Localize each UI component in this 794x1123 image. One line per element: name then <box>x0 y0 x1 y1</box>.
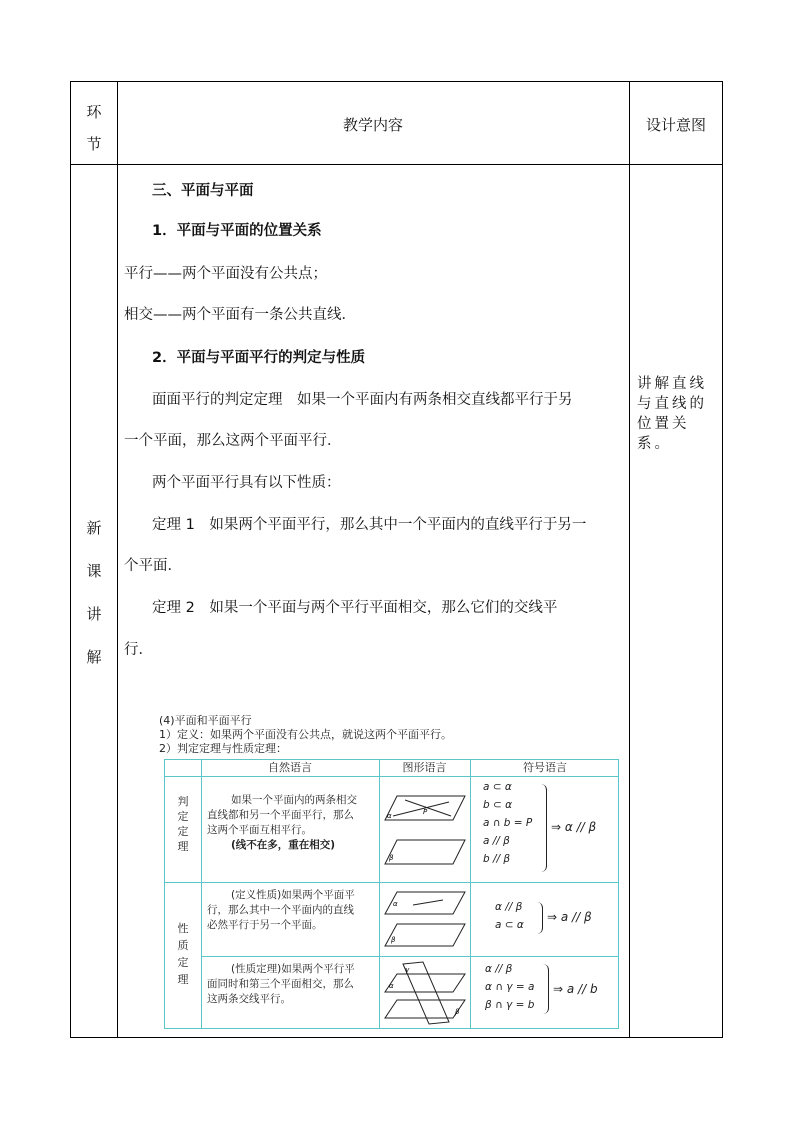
row-property-label: 性 质 定 理 <box>177 922 189 986</box>
row-property2-bracket <box>543 964 549 1014</box>
svg-text:α: α <box>387 812 392 820</box>
row-judge-text: 如果一个平面内的两条相交 直线都和另一个平面平行，那么 这两个平面互相平行。 (线不在多，重在相交) <box>207 794 357 851</box>
row-judge-bracket <box>541 784 547 872</box>
subheading-2: 2．平面与平面平行的判定与性质 <box>152 350 366 366</box>
row-property2-result: ⇒ a // b <box>553 982 598 996</box>
theorem-1a: 定理 1 如果两个平面平行，那么其中一个平面内的直线平行于另一 <box>152 517 587 533</box>
svg-text:P: P <box>423 808 428 816</box>
lesson-table <box>70 81 723 1038</box>
row-judge-result: ⇒ α // β <box>551 820 597 834</box>
figure-subtitle: 2）判定定理与性质定理： <box>159 742 287 755</box>
row-property-result: ⇒ a // β <box>547 910 592 924</box>
figure-definition: 1）定义：如果两个平面没有公共点，就说这两个平面平行。 <box>159 728 452 741</box>
svg-text:β: β <box>455 1008 460 1016</box>
row-property-bracket <box>537 902 543 934</box>
stage-label: 新 课 讲 解 <box>86 519 102 666</box>
row-judge-symbols: a ⊂ α b ⊂ α a ∩ b = P a // β b // β <box>483 781 533 865</box>
subheading-1: 1．平面与平面的位置关系 <box>152 223 322 239</box>
judge-diagram <box>383 790 467 870</box>
theorem-table <box>164 759 619 1029</box>
col-natural: 自然语言 <box>268 761 312 774</box>
col-graphic: 图形语言 <box>402 761 447 774</box>
header-content: 教学内容 <box>342 116 403 134</box>
theorem-1b: 个平面． <box>124 558 182 574</box>
parallel-def: 平行——两个平面没有公共点； <box>124 266 327 282</box>
property2-diagram <box>383 960 467 1026</box>
svg-text:β: β <box>389 854 394 862</box>
design-intent: 讲解直线与直线的位置关系。 <box>637 376 707 452</box>
section-heading: 三、平面与平面 <box>152 183 254 199</box>
property-diagram <box>383 888 467 952</box>
theorem-judge-1: 面面平行的判定定理 如果一个平面内有两条相交直线都平行于另 <box>152 392 573 408</box>
svg-text:α: α <box>389 982 394 990</box>
theorem-figure <box>159 714 619 1016</box>
header-intent: 设计意图 <box>645 116 706 134</box>
theorem-2b: 行． <box>124 642 153 658</box>
row-property-symbols: α // β a ⊂ α <box>495 901 524 931</box>
properties-intro: 两个平面平行具有以下性质： <box>152 475 341 491</box>
row-judge-label: 判 定 定 理 <box>177 795 189 853</box>
col-symbolic: 符号语言 <box>523 761 567 774</box>
figure-title: (4)平面和平面平行 <box>159 714 252 727</box>
svg-text:α: α <box>393 900 398 908</box>
svg-text:β: β <box>391 936 396 944</box>
row-property-text: (定义性质)如果两个平面平 行，那么其中一个平面内的直线 必然平行于另一个平面。 <box>207 889 355 931</box>
row-property2-text: (性质定理)如果两个平行平 面同时和第三个平面相交，那么 这两条交线平行。 <box>207 963 355 1005</box>
intersect-def: 相交——两个平面有一条公共直线． <box>124 307 356 323</box>
header-stage: 环 节 <box>86 103 102 153</box>
theorem-2a: 定理 2 如果一个平面与两个平行平面相交，那么它们的交线平 <box>152 600 558 616</box>
theorem-judge-2: 一个平面，那么这两个平面平行． <box>124 433 342 449</box>
svg-text:γ: γ <box>405 966 410 974</box>
row-property2-symbols: α // β α ∩ γ = a β ∩ γ = b <box>485 963 535 1011</box>
